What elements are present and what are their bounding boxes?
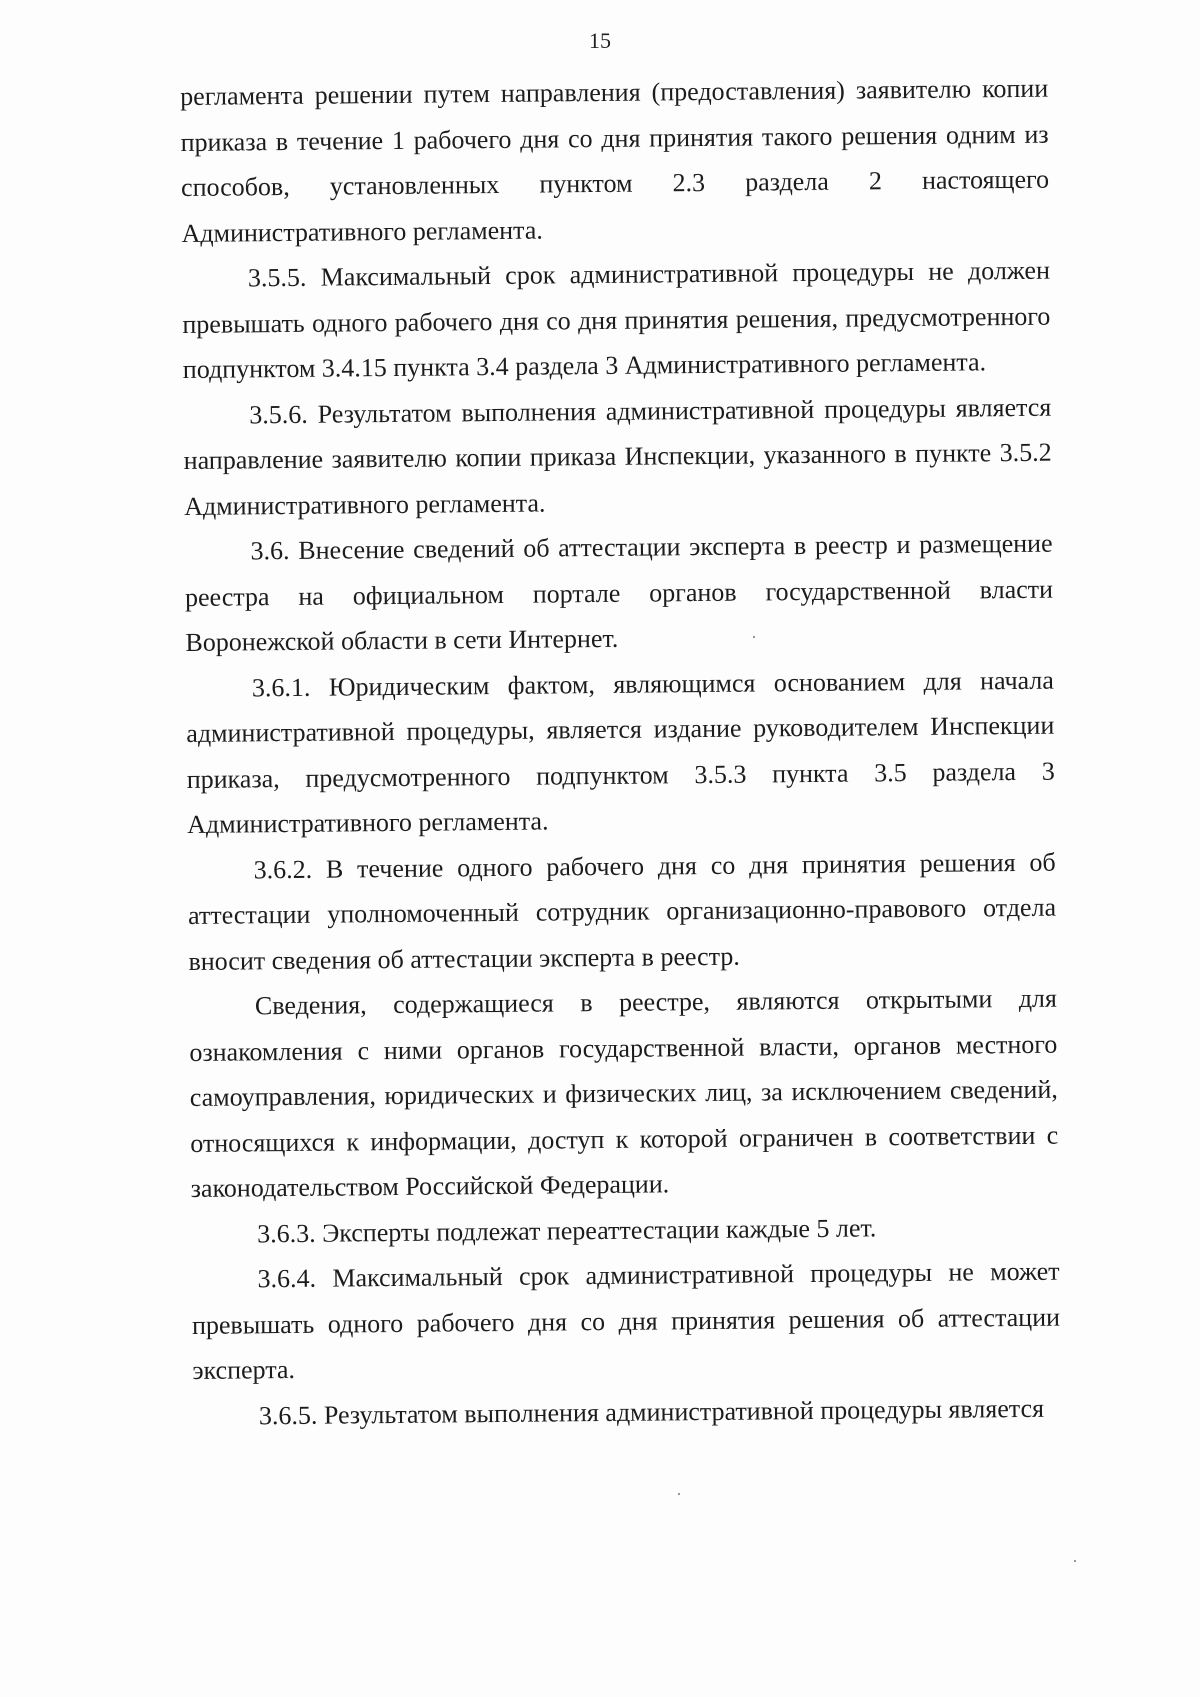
paragraph-3-6-5: 3.6.5. Результатом выполнения административной процедуры является [258,1393,1045,1430]
paragraph-3-6-3: 3.6.3. Эксперты подлежат переаттестации каждые 5 лет. [256,1212,877,1248]
document-body [180,66,1061,1439]
paragraph-continuation: регламента решении путем направления (предоставления) заявителю копии приказа в течение 1 рабочего дня со дня принятия такого решения одним из способов, установленных пунктом 2.3 раздела 2 настоящего Административного регламента. [180,73,1050,248]
paragraph-3-6-1: 3.6.1. Юридическим фактом, являющимся основанием для начала административной процедуры, является издание руководителем Инспекции приказа, предусмотренного подпунктом 3.5.3 пункта 3.5 раздела 3 Административного регламента. [186,665,1055,839]
paragraph-3-6-4: 3.6.4. Максимальный срок административной процедуры не может превышать одного рабочего дня со дня принятия решения об аттестации эксперта. [191,1256,1061,1385]
page-number: 15 [589,28,611,53]
scan-speck [753,636,755,638]
paragraph-registry-info: Сведения, содержащиеся в реестре, являются открытыми для ознакомления с ними органов государственной власти, органов местного самоуправления, юридических и физических лиц, за исключением сведений, относящихся к информации, доступ к которой ограничен в соответствии с законодательством Российской Федерации. [189,983,1059,1203]
paragraph-3-5-6: 3.5.6. Результатом выполнения административной процедуры является направление заявителю копии приказа Инспекции, указанного в пункте 3.5.2 Административного регламента. [183,392,1052,521]
paragraph-3-5-5: 3.5.5. Максимальный срок административной процедуры не должен превышать одного рабочего дня со дня принятия решения, предусмотренного подпунктом 3.4.15 пункта 3.4 раздела 3 Административного регламента. [182,255,1051,384]
paragraph-3-6: 3.6. Внесение сведений об аттестации эксперта в реестр и размещение реестра на официальном портале органов государственной власти Воронежской области в сети Интернет. [184,528,1054,657]
scan-speck [1074,1560,1076,1562]
scan-speck [678,1493,680,1495]
paragraph-3-6-2: 3.6.2. В течение одного рабочего дня со дня принятия решения об аттестации уполномоченный сотрудник организационно-правового отдела вносит сведения об аттестации эксперта в реестр. [187,847,1057,976]
